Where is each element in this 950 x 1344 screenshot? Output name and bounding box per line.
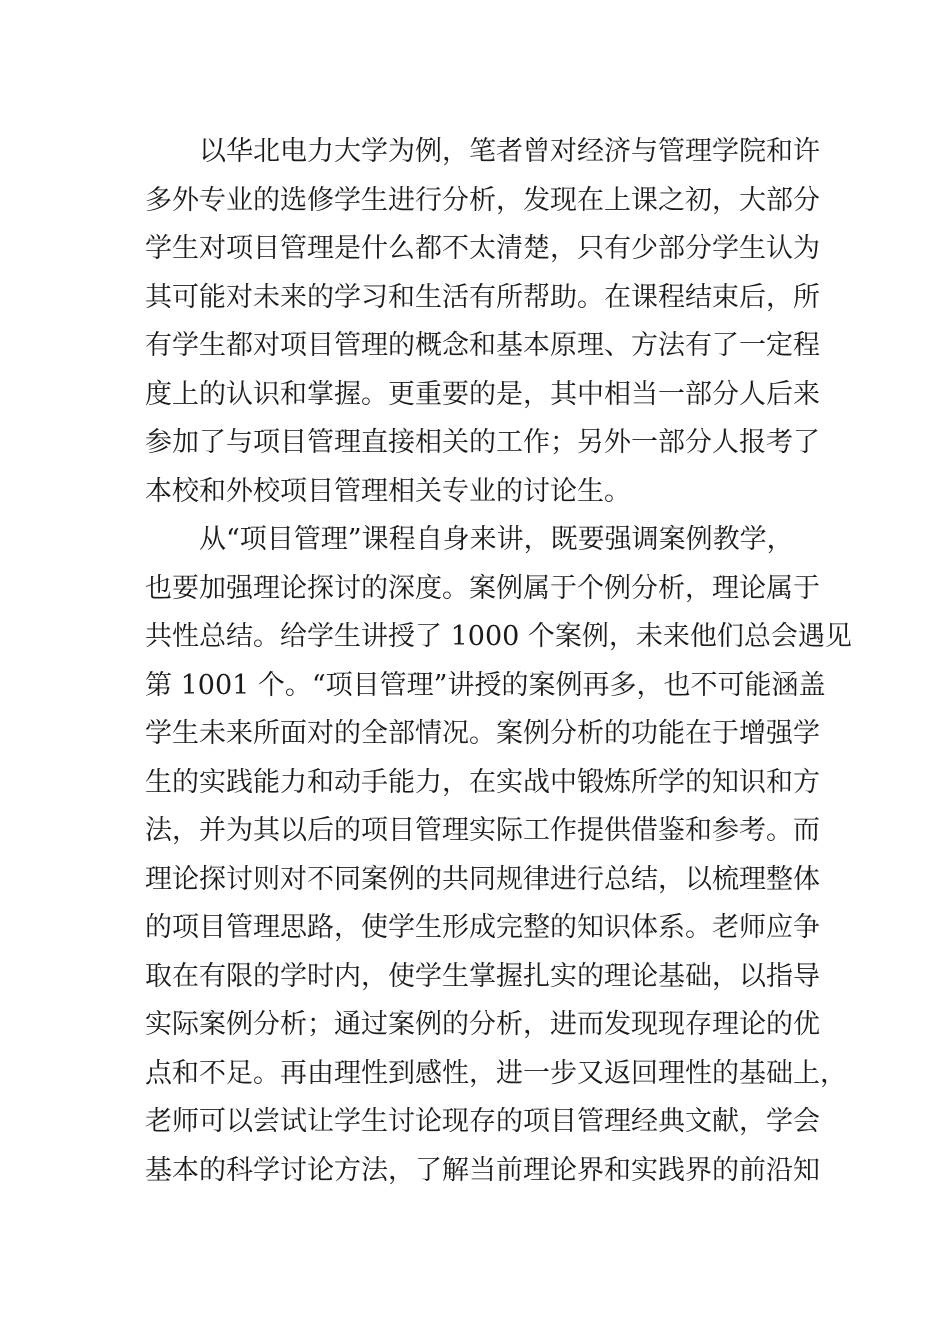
text-line: 本校和外校项目管理相关专业的讨论生。: [145, 475, 631, 507]
text-line: 基本的科学讨论方法，了解当前理论界和实践界的前沿知: [145, 1154, 820, 1186]
text-line: 其可能对未来的学习和生活有所帮助。在课程结束后，所: [145, 281, 820, 313]
text-line: 从“项目管理”课程自身来讲，既要强调案例教学，: [145, 524, 794, 555]
text-line: 参加了与项目管理直接相关的工作；另外一部分人报考了: [145, 427, 820, 458]
text-line: 取在有限的学时内，使学生掌握扎实的理论基础，以指导: [145, 960, 820, 992]
text-line: 也要加强理论探讨的深度。案例属于个例分析，理论属于: [145, 572, 820, 604]
text-line: 学生未来所面对的全部情况。案例分析的功能在于增强学: [145, 718, 820, 749]
text-line: 共性总结。给学生讲授了 1000 个案例，未来他们总会遇见: [145, 621, 852, 652]
text-line: 以华北电力大学为例，笔者曾对经济与管理学院和许: [145, 136, 820, 167]
paragraph-1: [145, 128, 820, 516]
body-text: [145, 128, 852, 1195]
text-line: 理论探讨则对不同案例的共同规律进行总结，以梳理整体: [145, 863, 820, 895]
text-line: 点和不足。再由理性到感性，进一步又返回理性的基础上，: [145, 1057, 847, 1089]
text-line: 生的实践能力和动手能力，在实战中锻炼所学的知识和方: [145, 766, 820, 798]
text-line: 第 1001 个。“项目管理”讲授的案例再多，也不可能涵盖: [145, 669, 826, 701]
text-line: 度上的认识和掌握。更重要的是，其中相当一部分人后来: [145, 378, 820, 410]
text-line: 实际案例分析；通过案例的分析，进而发现现存理论的优: [145, 1009, 820, 1040]
text-line: 老师可以尝试让学生讨论现存的项目管理经典文献，学会: [145, 1106, 820, 1137]
text-line: 法，并为其以后的项目管理实际工作提供借鉴和参考。而: [145, 815, 820, 846]
text-line: 多外专业的选修学生进行分析，发现在上课之初，大部分: [145, 184, 820, 216]
paragraph-2: [145, 516, 852, 1195]
text-line: 的项目管理思路，使学生形成完整的知识体系。老师应争: [145, 912, 820, 943]
text-line: 有学生都对项目管理的概念和基本原理、方法有了一定程: [145, 330, 820, 361]
text-line: 学生对项目管理是什么都不太清楚，只有少部分学生认为: [145, 233, 820, 264]
